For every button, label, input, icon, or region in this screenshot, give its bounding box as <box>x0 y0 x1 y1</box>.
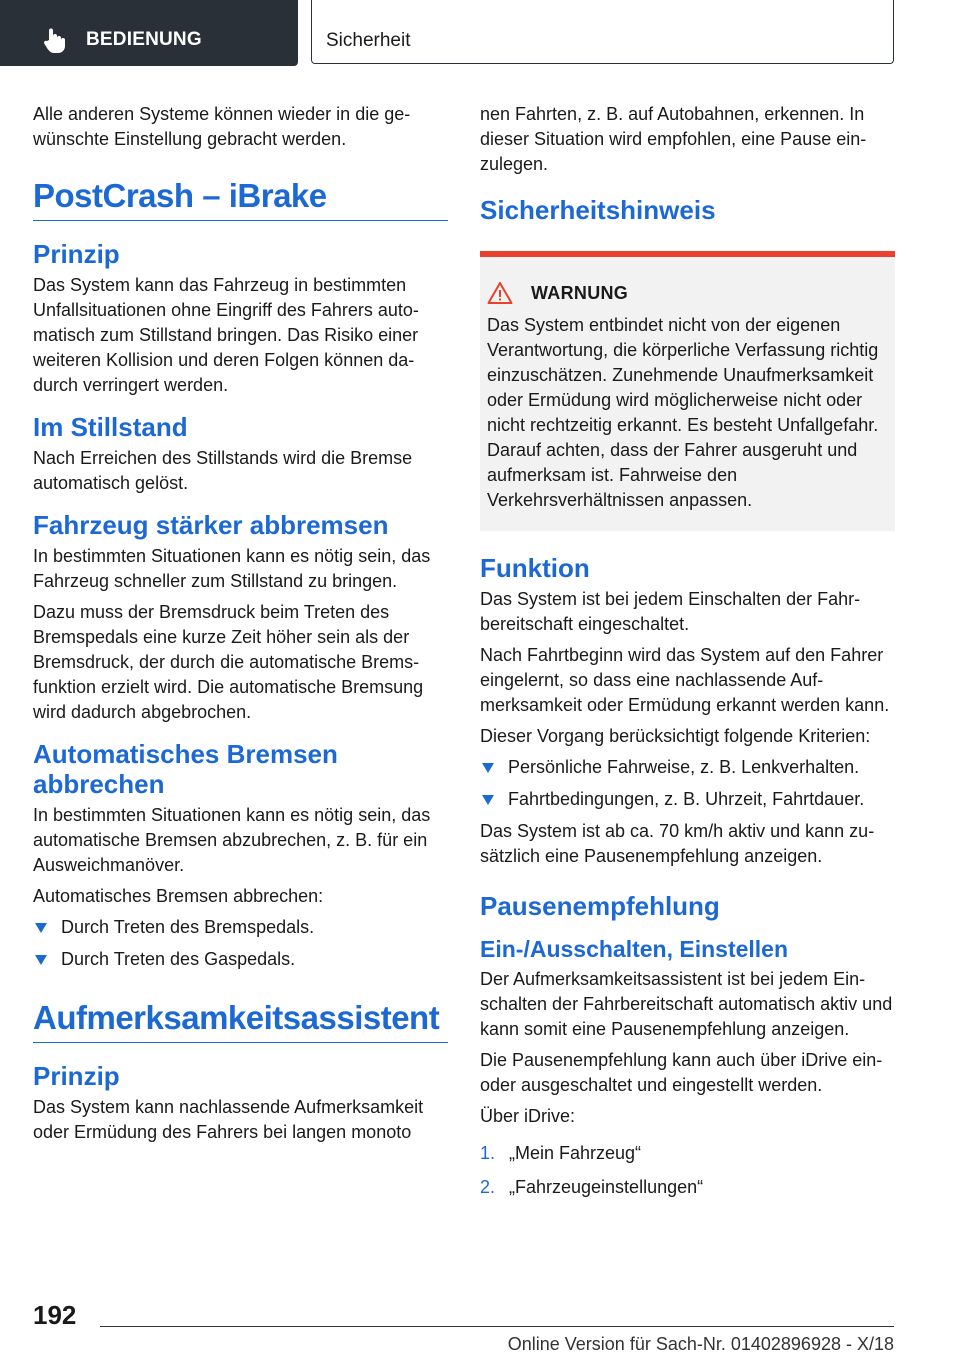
function-text-2: Nach Fahrtbeginn wird das System auf den Fahrer eingelernt, so dass eine nachlassende Aufmerksamkeit oder Ermüdung erkannt werden kann. <box>480 645 890 715</box>
function-text-3: Dieser Vorgang berücksichtigt folgende Kriterien: <box>480 726 871 746</box>
continued-text: nen Fahrten, z. B. auf Autobahnen, erkennen. In dieser Situation wird empfohlen, eine Pause einzulegen. <box>480 104 867 174</box>
left-column <box>33 102 448 1151</box>
postcrash-principle-heading: Prinzip <box>33 239 120 269</box>
attention-assistant-title: Aufmerksamkeitsassistent <box>33 998 448 1043</box>
footer-divider <box>100 1326 894 1327</box>
function-text-4: Das System ist ab ca. 70 km/h aktiv und kann zusätzlich eine Pausenempfehlung anzeigen. <box>480 821 875 866</box>
chapter-tab <box>311 0 894 64</box>
list-item: Durch Treten des Bremspedals. <box>33 915 448 940</box>
warning-box <box>480 251 895 531</box>
list-item: Fahrtbedingungen, z. B. Uhrzeit, Fahrtdauer. <box>480 787 895 812</box>
warning-header <box>487 281 883 305</box>
list-item: 2. „Fahrzeugeinstellungen“ <box>480 1177 704 1197</box>
right-column <box>480 102 895 1209</box>
postcrash-principle-text: Das System kann das Fahrzeug in bestimmten Unfallsituationen ohne Eingriff des Fahrers automatisch zum Stillstand bringen. Das Risiko einer weiteren Kollision und deren Folgen können dadurch verringert werden. <box>33 275 419 395</box>
cancel-braking-heading: Automatisches Bremsen abbrechen <box>33 739 338 799</box>
footer-version: Online Version für Sach-Nr. 01402896928 - X/18 <box>507 1334 894 1354</box>
function-text-1: Das System ist bei jedem Einschalten der Fahrbereitschaft eingeschaltet. <box>480 589 861 634</box>
triangle-bullet-icon <box>482 763 494 773</box>
triangle-bullet-icon <box>35 923 47 933</box>
function-heading: Funktion <box>480 553 590 583</box>
postcrash-title: PostCrash – iBrake <box>33 176 448 221</box>
list-item: Persönliche Fahrweise, z. B. Lenkverhalten. <box>480 755 895 780</box>
pause-heading: Pausenempfehlung <box>480 891 720 921</box>
cancel-braking-text-1: In bestimmten Situationen kann es nötig sein, das automatische Bremsen abzubrechen, z. B. für ein Ausweichmanöver. <box>33 805 431 875</box>
toggle-text-2: Die Pausenempfehlung kann auch über iDrive ein- oder ausgeschaltet und eingestellt werden. <box>480 1050 883 1095</box>
warning-triangle-icon <box>487 281 513 305</box>
standstill-text: Nach Erreichen des Stillstands wird die Bremse automatisch gelöst. <box>33 448 413 493</box>
standstill-heading: Im Stillstand <box>33 412 188 442</box>
criteria-list <box>480 755 895 812</box>
section-tab <box>0 0 298 66</box>
brake-harder-text-1: In bestimmten Situationen kann es nötig sein, das Fahrzeug schneller zum Stillstand zu bringen. <box>33 546 431 591</box>
warning-title: WARNUNG <box>531 282 629 303</box>
page-number: 192 <box>33 1300 77 1330</box>
list-item: Durch Treten des Gaspedals. <box>33 947 448 972</box>
attention-principle-text: Das System kann nachlassende Aufmerksamkeit oder Ermüdung des Fahrers bei langen monoto <box>33 1097 424 1142</box>
chapter-label: Sicherheit <box>326 30 411 51</box>
list-item: 1. „Mein Fahrzeug“ <box>480 1143 642 1163</box>
toggle-text-1: Der Aufmerksamkeitsassistent ist bei jedem Einschalten der Fahrbereitschaft automatisch aktiv und kann somit eine Pausenempfehlung anzeigen. <box>480 969 893 1039</box>
brake-harder-text-2: Dazu muss der Bremsdruck beim Treten des Bremspedals eine kurze Zeit höher sein als der Bremsdruck, der durch die automatische Bremsfunktion erzielt wird. Die automatische Bremsung wird dadurch abgebrochen. <box>33 602 424 722</box>
page-header <box>0 0 960 66</box>
idrive-steps <box>480 1141 895 1200</box>
intro-text: Alle anderen Systeme können wieder in die gewünschte Einstellung gebracht werden. <box>33 104 411 149</box>
hand-pointer-icon <box>40 26 68 54</box>
section-label: BEDIENUNG <box>86 29 202 50</box>
toggle-heading: Ein-/Ausschalten, Einstellen <box>480 936 789 962</box>
brake-harder-heading: Fahrzeug stärker abbremsen <box>33 510 389 540</box>
triangle-bullet-icon <box>482 795 494 805</box>
safety-heading: Sicherheitshinweis <box>480 195 716 225</box>
warning-text: Das System entbindet nicht von der eigenen Verantwortung, die körperliche Verfassung richtig einzuschätzen. Zunehmende Unaufmerksamkeit oder Ermüdung wird möglicherweise nicht oder nicht rechtzeitig erkannt. Es besteht Unfallgefahr. Darauf achten, dass der Fahrer ausgeruht und aufmerksam ist. Fahrweise den Verkehrsverhältnissen anpassen. <box>487 315 879 510</box>
toggle-text-3: Über iDrive: <box>480 1106 576 1126</box>
triangle-bullet-icon <box>35 955 47 965</box>
cancel-braking-list <box>33 915 448 972</box>
attention-principle-heading: Prinzip <box>33 1061 120 1091</box>
cancel-braking-text-2: Automatisches Bremsen abbrechen: <box>33 886 324 906</box>
